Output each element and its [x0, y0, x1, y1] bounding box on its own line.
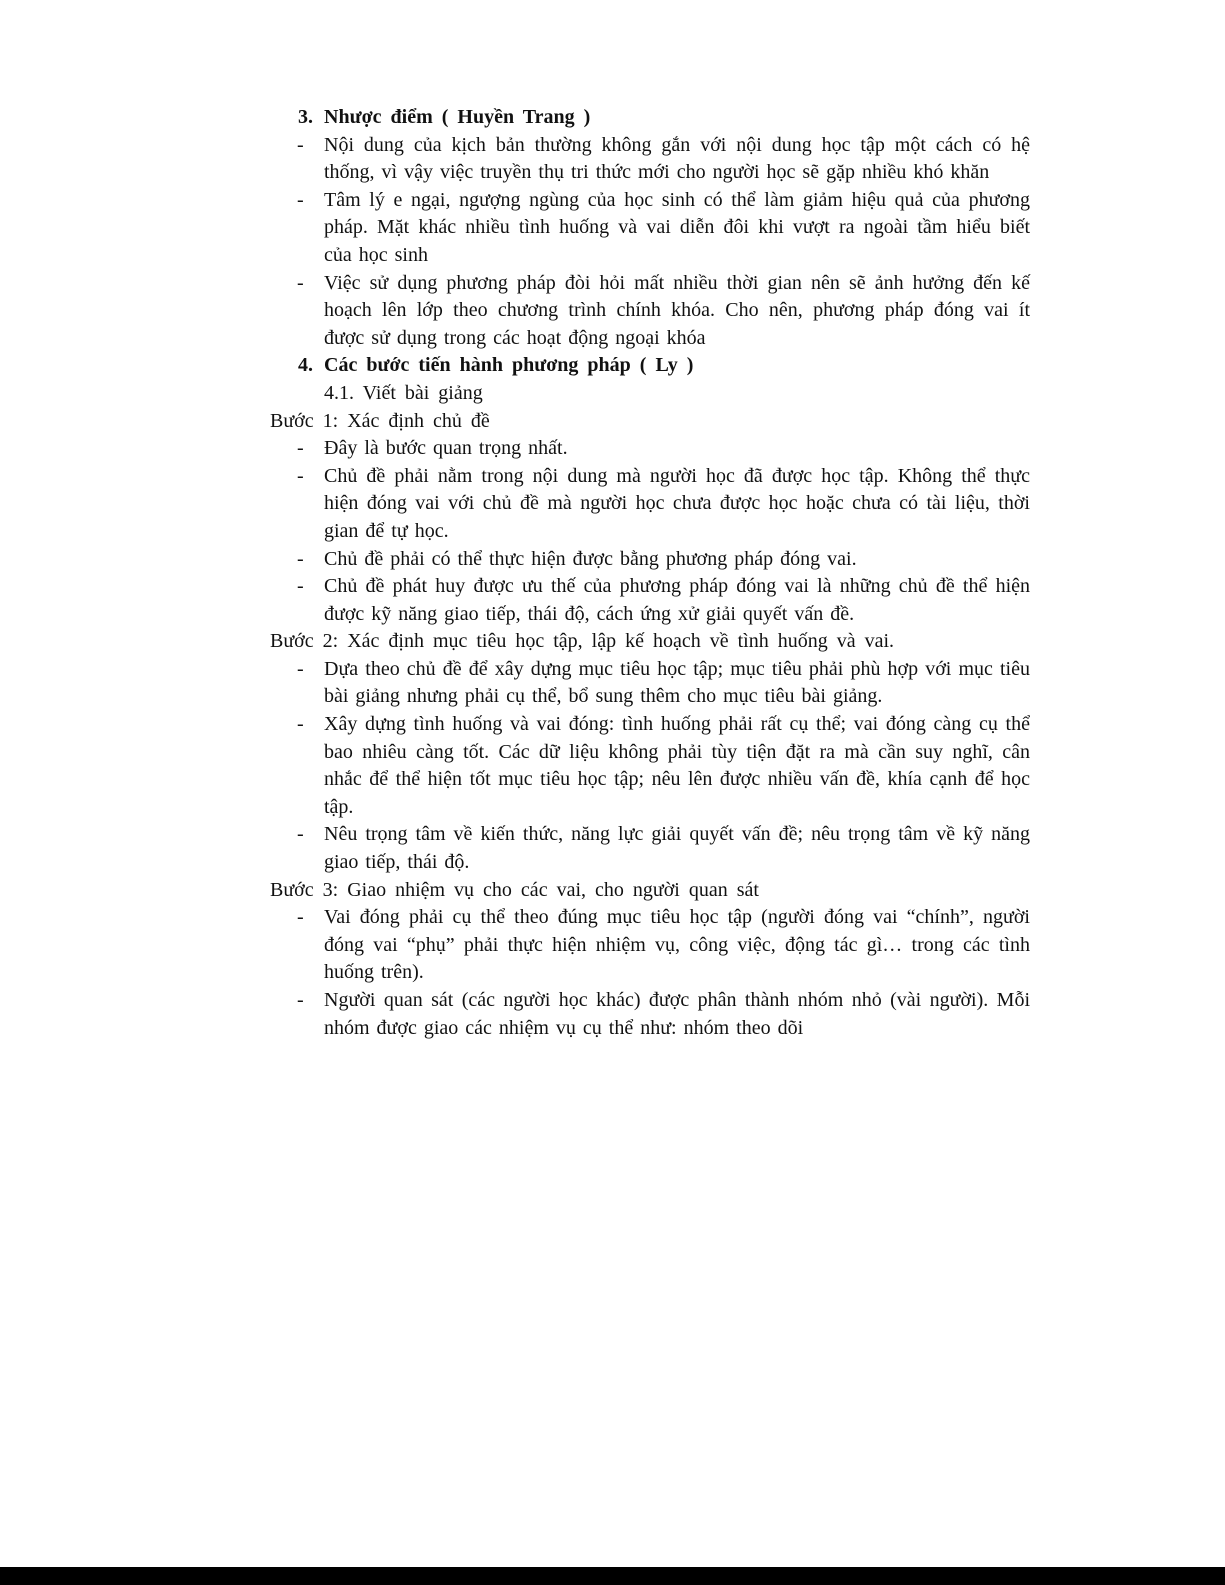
- subsection-4-1: 4.1. Viết bài giảng: [324, 381, 483, 404]
- list-item-text: Chủ đề phải nằm trong nội dung mà người học đã được học tập. Không thể thực hiện đóng vai với chủ đề mà người học chưa được học hoặc chưa có tài liệu, thời gian để tự học.: [324, 464, 1030, 542]
- list-item-text: Nội dung của kịch bản thường không gắn với nội dung học tập một cách có hệ thống, vì vậy việc truyền thụ tri thức mới cho người học sẽ gặp nhiều khó khăn: [324, 133, 1030, 184]
- bullet-dash: -: [297, 823, 304, 846]
- scan-bottom-border: [0, 1567, 1225, 1585]
- step-2-title: Bước 2: Xác định mục tiêu học tập, lập kế hoạch về tình huống và vai.: [270, 630, 895, 653]
- bullet-dash: -: [297, 133, 304, 156]
- list-item-text: Chủ đề phát huy được ưu thế của phương pháp đóng vai là những chủ đề thể hiện được kỹ năng giao tiếp, thái độ, cách ứng xử giải quyết vấn đề.: [324, 575, 1030, 625]
- bullet-dash: -: [297, 188, 304, 211]
- list-item-text: Đây là bước quan trọng nhất.: [324, 437, 568, 460]
- list-item: [270, 987, 1030, 1042]
- bullet-dash: -: [297, 713, 304, 736]
- list-item-text: Xây dựng tình huống và vai đóng: tình huống phải rất cụ thể; vai đóng càng cụ thể bao nhiêu càng tốt. Các dữ liệu không phải tùy tiện đặt ra mà cần suy nghĩ, cân nhắc để thể hiện tốt mục tiêu học tập; nêu lên được nhiều vấn đề, khía cạnh để học tập.: [324, 713, 1030, 818]
- list-item-text: Nêu trọng tâm về kiến thức, năng lực giải quyết vấn đề; nêu trọng tâm về kỹ năng giao tiếp, thái độ.: [324, 823, 1030, 874]
- list-item: [270, 463, 1030, 546]
- list-item: [270, 187, 1030, 270]
- bullet-dash: -: [297, 464, 304, 487]
- bullet-dash: -: [297, 989, 304, 1011]
- list-item-text: Việc sử dụng phương pháp đòi hỏi mất nhiều thời gian nên sẽ ảnh hưởng đến kế hoạch lên lớp theo chương trình chính khóa. Cho nên, phương pháp đóng vai ít được sử dụng trong các hoạt động ngoại khóa: [324, 271, 1030, 349]
- list-item: [270, 904, 1030, 987]
- list-item: [270, 435, 1030, 463]
- bullet-dash: -: [297, 657, 304, 680]
- list-item-text: Vai đóng phải cụ thể theo đúng mục tiêu học tập (người đóng vai “chính”, người đóng vai “phụ” phải thực hiện nhiệm vụ, công việc, động tác gì… trong các tình huống trên).: [324, 906, 1030, 984]
- document-body: [270, 104, 1030, 1042]
- list-item: [270, 573, 1030, 628]
- list-item-text: Dựa theo chủ đề để xây dựng mục tiêu học tập; mục tiêu phải phù hợp với mục tiêu bài giảng nhưng phải cụ thể, bổ sung thêm cho mục tiêu bài giảng.: [324, 657, 1030, 708]
- bullet-dash: -: [297, 575, 304, 598]
- list-item-text: Chủ đề phải có thể thực hiện được bằng phương pháp đóng vai.: [324, 547, 857, 570]
- step-3-title: Bước 3: Giao nhiệm vụ cho các vai, cho người quan sát: [270, 878, 759, 901]
- step-1-title: Bước 1: Xác định chủ đề: [270, 409, 490, 432]
- list-item: [270, 132, 1030, 187]
- section-4-number: 4.: [298, 354, 313, 377]
- list-item: [270, 821, 1030, 876]
- list-item-text: Người quan sát (các người học khác) được phân thành nhóm nhỏ (vài người). Mỗi nhóm được giao các nhiệm vụ cụ thể như: nhóm theo dõi: [324, 989, 1030, 1039]
- list-item: [270, 711, 1030, 821]
- section-3-number: 3.: [298, 106, 313, 128]
- section-3-heading: [270, 104, 1030, 132]
- bullet-dash: -: [297, 547, 304, 570]
- section-4-title: Các bước tiến hành phương pháp ( Ly ): [324, 354, 694, 377]
- bullet-dash: -: [297, 271, 304, 294]
- list-item: [270, 656, 1030, 711]
- section-3-title: Nhược điểm ( Huyền Trang ): [324, 106, 591, 128]
- section-4-heading: [270, 352, 1030, 380]
- bullet-dash: -: [297, 906, 304, 929]
- list-item-text: Tâm lý e ngại, ngượng ngùng của học sinh có thể làm giảm hiệu quả của phương pháp. Mặt khác nhiều tình huống và vai diễn đôi khi vượt ra ngoài tầm hiểu biết của học sinh: [324, 188, 1030, 266]
- list-item: [270, 270, 1030, 353]
- bullet-dash: -: [297, 437, 304, 460]
- list-item: [270, 546, 1030, 574]
